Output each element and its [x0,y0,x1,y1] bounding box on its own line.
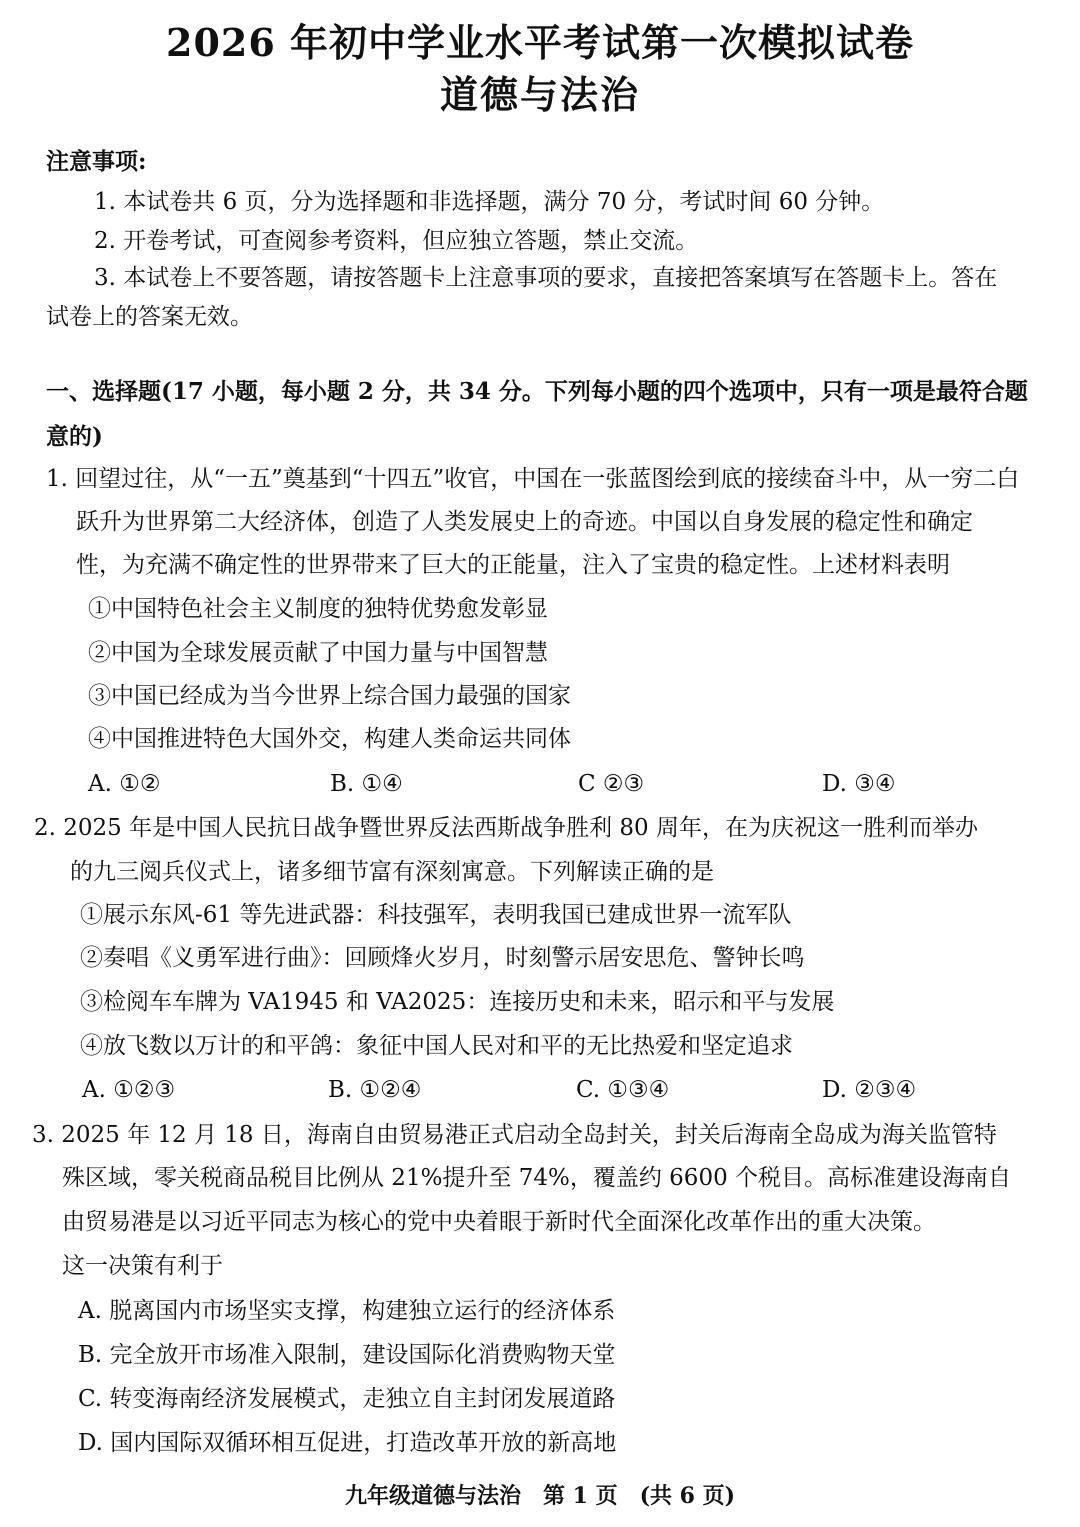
exam-title: 2026 年初中学业水平考试第一次模拟试卷 [166,20,914,65]
q3-option-d[interactable]: D. 国内国际双循环相互促进，打造改革开放的新高地 [78,1430,617,1456]
q1-statement-1: ①中国特色社会主义制度的独特优势愈发彰显 [88,596,548,622]
q1-statement-4: ④中国推进特色大国外交，构建人类命运共同体 [88,726,571,752]
notice-item-3: 3. 本试卷上不要答题，请按答题卡上注意事项的要求，直接把答案填写在答题卡上。答在 [94,265,998,291]
notice-item-2: 2. 开卷考试，可查阅参考资料，但应独立答题，禁止交流。 [94,228,699,254]
q3-stem-line-2: 殊区域，零关税商品税目比例从 21%提升至 74%，覆盖约 6600 个税目。高标准建设海南自 [62,1165,1012,1191]
q3-stem-line-3: 由贸易港是以习近平同志为核心的党中央着眼于新时代全面深化改革作出的重大决策。 [62,1209,936,1235]
q2-stem-line-1: 2. 2025 年是中国人民抗日战争暨世界反法西斯战争胜利 80 周年，在为庆祝这一胜利而举办 [34,815,978,841]
q1-stem-line-2: 跃升为世界第二大经济体，创造了人类发展史上的奇迹。中国以自身发展的稳定性和确定 [76,509,973,535]
q1-statement-2: ②中国为全球发展贡献了中国力量与中国智慧 [88,640,548,666]
q2-statement-4: ④放飞数以万计的和平鸽：象征中国人民对和平的无比热爱和坚定追求 [80,1033,793,1059]
q1-option-c[interactable]: C ②③ [578,771,645,797]
q2-statement-1: ①展示东风-61 等先进武器：科技强军，表明我国已建成世界一流军队 [80,902,792,928]
q1-options [0,769,1080,799]
q3-option-b[interactable]: B. 完全放开市场准入限制，建设国际化消费购物天堂 [78,1342,616,1368]
q2-statement-3: ③检阅车车牌为 VA1945 和 VA2025：连接历史和未来，昭示和平与发展 [80,989,835,1015]
q1-option-a[interactable]: A. ①② [88,771,161,797]
q3-stem-line-4: 这一决策有利于 [62,1253,223,1279]
q2-option-b[interactable]: B. ①②④ [328,1077,422,1103]
q2-stem-line-2: 的九三阅兵仪式上，诸多细节富有深刻寓意。下列解读正确的是 [70,859,714,885]
page-footer: 九年级道德与法治 第 1 页 (共 6 页) [344,1483,736,1509]
notice-item-3-cont: 试卷上的答案无效。 [46,304,253,330]
q2-option-a[interactable]: A. ①②③ [82,1077,176,1103]
q3-option-c[interactable]: C. 转变海南经济发展模式，走独立自主封闭发展道路 [78,1386,616,1412]
section-heading-cont: 意的) [46,423,103,450]
q1-statement-3: ③中国已经成为当今世界上综合国力最强的国家 [88,683,571,709]
q3-option-a[interactable]: A. 脱离国内市场坚实支撑，构建独立运行的经济体系 [78,1298,616,1324]
q2-options [0,1075,1080,1105]
notice-heading: 注意事项: [46,148,147,175]
q1-stem-line-1: 1. 回望过往，从“一五”奠基到“十四五”收官，中国在一张蓝图绘到底的接续奋斗中，从一穷二白 [46,466,1020,492]
section-heading: 一、选择题(17 小题，每小题 2 分，共 34 分。下列每小题的四个选项中，只有一项是最符合题 [46,378,1028,405]
subject-title: 道德与法治 [439,72,640,117]
q1-stem-line-3: 性，为充满不确定性的世界带来了巨大的正能量，注入了宝贵的稳定性。上述材料表明 [76,552,950,578]
q1-option-d[interactable]: D. ③④ [822,771,896,797]
q2-option-d[interactable]: D. ②③④ [822,1077,917,1103]
notice-item-1: 1. 本试卷共 6 页，分为选择题和非选择题，满分 70 分，考试时间 60 分钟。 [94,189,885,215]
q1-option-b[interactable]: B. ①④ [330,771,403,797]
q2-option-c[interactable]: C. ①③④ [576,1077,670,1103]
q2-statement-2: ②奏唱《义勇军进行曲》：回顾烽火岁月，时刻警示居安思危、警钟长鸣 [80,945,805,971]
q3-stem-line-1: 3. 2025 年 12 月 18 日，海南自由贸易港正式启动全岛封关，封关后海南全岛成为海关监管特 [32,1122,997,1148]
